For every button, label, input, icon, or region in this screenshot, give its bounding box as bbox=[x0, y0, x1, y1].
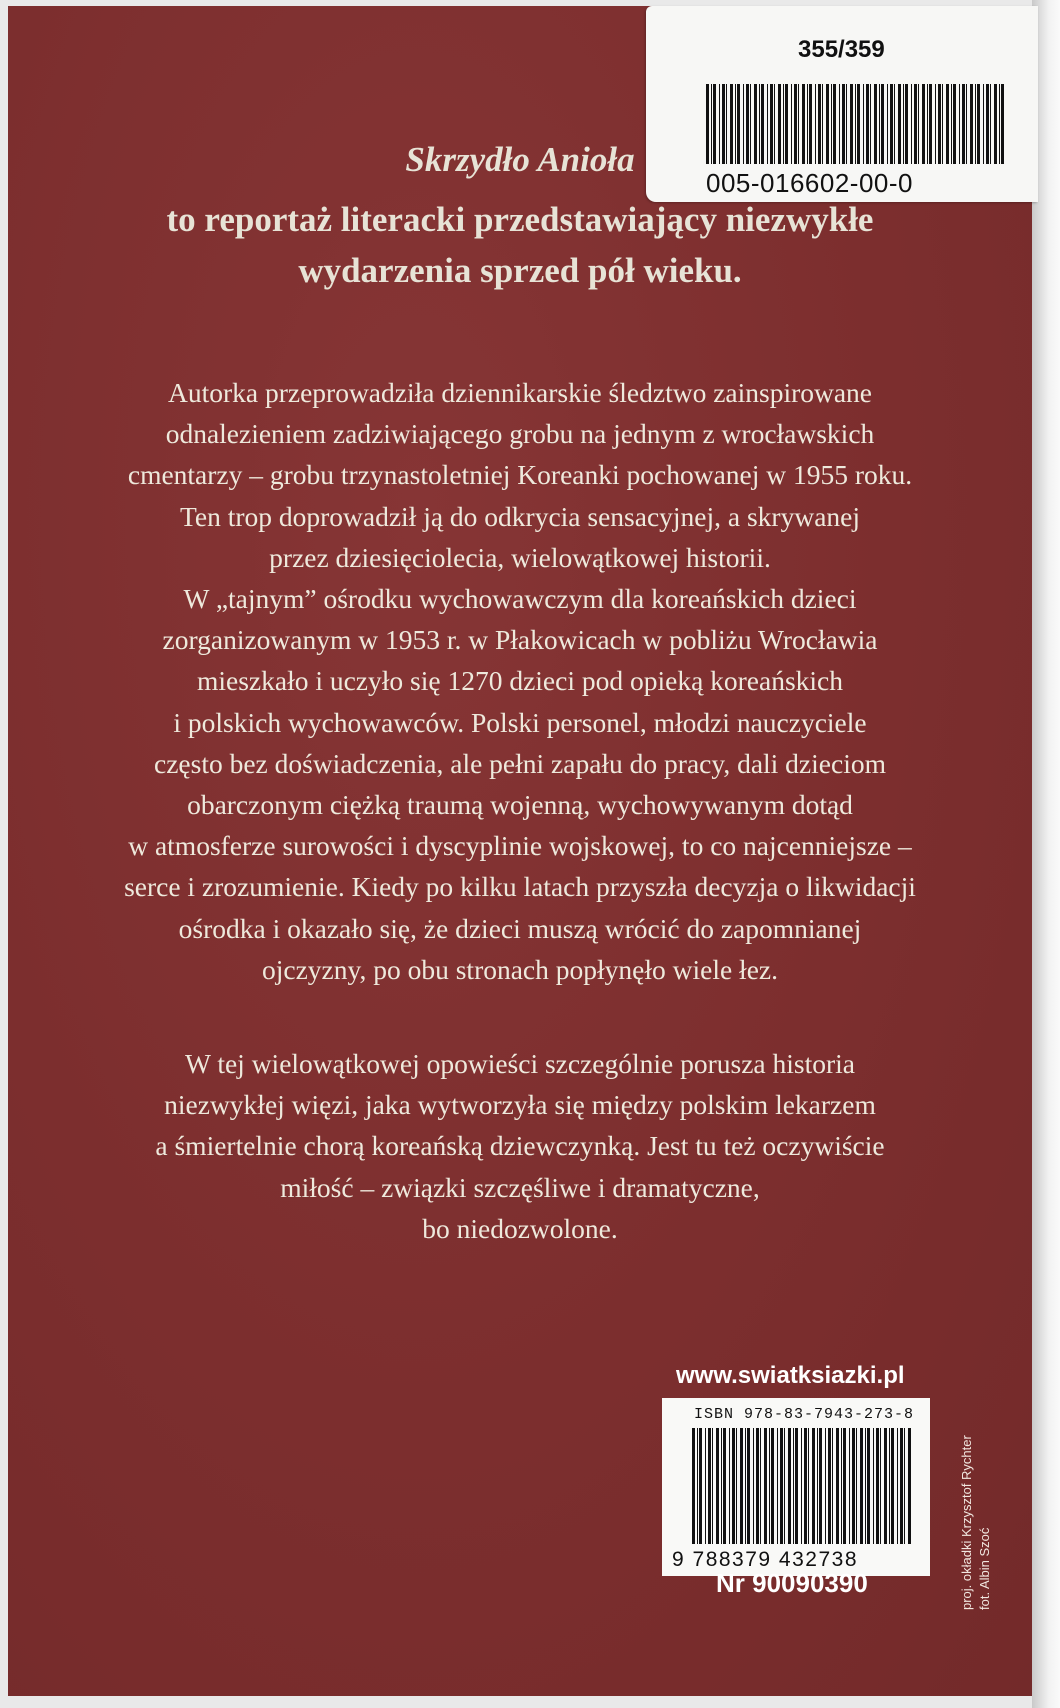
barcode-bar bbox=[977, 84, 980, 164]
isbn-number: ISBN 978-83-7943-273-8 bbox=[694, 1406, 915, 1423]
photo-credit: fot. Albin Szoć bbox=[977, 1527, 992, 1610]
barcode-bar bbox=[740, 1428, 743, 1544]
barcode-bar bbox=[777, 1428, 778, 1544]
barcode-bar bbox=[780, 1428, 783, 1544]
barcode-bar bbox=[747, 1428, 750, 1544]
barcode-bar bbox=[900, 1428, 903, 1544]
barcode-bar bbox=[970, 84, 973, 164]
barcode-bar bbox=[983, 84, 984, 164]
book-title: Skrzydło Anioła bbox=[405, 140, 635, 179]
text-line: Ten trop doprowadził ją do odkrycia sensacyjnej, a skrywanej bbox=[179, 500, 860, 532]
barcode-bar bbox=[860, 1428, 863, 1544]
barcode-bar bbox=[708, 1428, 711, 1544]
barcode-bar bbox=[832, 1428, 833, 1544]
barcode-bar bbox=[745, 1428, 746, 1544]
barcode-bar bbox=[771, 1428, 774, 1544]
tagline-line-3: wydarzenia sprzed pół wieku. bbox=[298, 251, 742, 290]
text-line: często bez doświadczenia, ale pełni zapału do pracy, dali dzieciom bbox=[154, 747, 886, 779]
barcode-bar bbox=[884, 1428, 887, 1544]
barcode-bar bbox=[841, 1428, 842, 1544]
text-line: miłość – związki szczęśliwe i dramatyczne, bbox=[280, 1171, 760, 1203]
barcode-bar bbox=[736, 1428, 737, 1544]
text-line: i polskich wychowawców. Polski personel, młodzi nauczyciele bbox=[173, 706, 867, 738]
text-line: cmentarzy – grobu trzynastoletniej Koreanki pochowanej w 1955 roku. bbox=[127, 459, 913, 491]
isbn-barcode-box bbox=[662, 1398, 930, 1576]
text-line: obarczonym ciężką traumą wojenną, wychowywanym dotąd bbox=[187, 789, 853, 821]
barcode-bar bbox=[697, 1428, 698, 1544]
text-line: mieszkało i uczyło się 1270 dzieci pod opieką koreańskich bbox=[196, 665, 844, 697]
barcode-bar bbox=[865, 1428, 866, 1544]
barcode-bar bbox=[732, 1428, 735, 1544]
barcode-bar bbox=[784, 1428, 785, 1544]
text-line: a śmiertelnie chorą koreańską dziewczynką. Jest tu też oczywiście bbox=[155, 1130, 885, 1162]
cover-credits bbox=[958, 1435, 994, 1610]
tagline-line-2: to reportaż literacki przedstawiający niezwykłe bbox=[166, 200, 874, 239]
text-line: Autorka przeprowadziła dziennikarskie śledztwo zainspirowane bbox=[167, 377, 873, 408]
barcode-bar bbox=[880, 1428, 881, 1544]
text-line: zorganizowanym w 1953 r. w Płakowicach w pobliżu Wrocławia bbox=[162, 624, 878, 656]
barcode-bar bbox=[843, 1428, 846, 1544]
barcode-bar bbox=[889, 1428, 890, 1544]
scan-edge bbox=[1032, 0, 1060, 1708]
barcode-bar bbox=[692, 1428, 695, 1544]
barcode-bar bbox=[897, 1428, 898, 1544]
barcode-bar bbox=[712, 1428, 713, 1544]
barcode-bar bbox=[769, 1428, 770, 1544]
barcode-bar bbox=[867, 1428, 870, 1544]
barcode-bar bbox=[999, 84, 1000, 164]
isbn-barcode bbox=[692, 1428, 912, 1544]
publisher-website: www.swiatksiazki.pl bbox=[676, 1362, 905, 1389]
text-line: ojczyzny, po obu stronach popłynęło wiele łez. bbox=[262, 953, 778, 985]
barcode-bar bbox=[812, 1428, 815, 1544]
barcode-bar bbox=[825, 1428, 826, 1544]
text-line: ośrodka i okazało się, że dzieci muszą wrócić do zapomnianej bbox=[178, 912, 862, 944]
sticker-number: 005-016602-00-0 bbox=[706, 168, 913, 198]
barcode-bar bbox=[990, 84, 991, 164]
barcode-bar bbox=[966, 84, 967, 164]
barcode-bar bbox=[828, 1428, 831, 1544]
barcode-bar bbox=[723, 1428, 726, 1544]
barcode-bar bbox=[819, 1428, 822, 1544]
text-line: niezwykłej więzi, jaka wytworzyła się między polskim lekarzem bbox=[164, 1089, 876, 1121]
barcode-bar bbox=[764, 1428, 767, 1544]
barcode-bar bbox=[962, 84, 965, 164]
barcode-bar bbox=[856, 1428, 857, 1544]
barcode-bar bbox=[756, 1428, 759, 1544]
barcode-bar bbox=[836, 1428, 839, 1544]
barcode-bar bbox=[801, 1428, 802, 1544]
barcode-bar bbox=[795, 1428, 798, 1544]
text-line: W „tajnym” ośrodku wychowawczym dla koreańskich dzieci bbox=[183, 583, 857, 615]
text-line: odnalezieniem zadziwiającego grobu na jednym z wrocławskich bbox=[165, 418, 875, 450]
barcode-bar bbox=[753, 1428, 754, 1544]
barcode-bar bbox=[705, 1428, 706, 1544]
barcode-bar bbox=[873, 1428, 874, 1544]
barcode-bar bbox=[804, 1428, 807, 1544]
barcode-bar bbox=[1001, 84, 1004, 164]
text-line: w atmosferze surowości i dyscyplinie wojskowej, to co najcenniejsze – bbox=[128, 830, 912, 862]
barcode-bar bbox=[849, 1428, 850, 1544]
barcode-bar bbox=[793, 1428, 794, 1544]
ean-digits: 9 788379 432738 bbox=[672, 1548, 858, 1571]
barcode-bar bbox=[788, 1428, 791, 1544]
text-line: W tej wielowątkowej opowieści szczególnie porusza historia bbox=[185, 1048, 855, 1079]
tagline-line-1 bbox=[80, 134, 960, 185]
design-credit: proj. okładki Krzysztof Rychter bbox=[959, 1435, 974, 1610]
barcode-bar bbox=[808, 1428, 809, 1544]
barcode-bar bbox=[908, 1428, 911, 1544]
text-line: przez dziesięciolecia, wielowątkowej historii. bbox=[269, 541, 771, 573]
barcode-bar bbox=[994, 84, 997, 164]
barcode-bar bbox=[699, 1428, 702, 1544]
barcode-bar bbox=[975, 84, 976, 164]
barcode-bar bbox=[729, 1428, 730, 1544]
barcode-bar bbox=[852, 1428, 855, 1544]
barcode-bar bbox=[876, 1428, 879, 1544]
barcode-bar bbox=[721, 1428, 722, 1544]
description-paragraph-2 bbox=[70, 1043, 970, 1249]
barcode-bar bbox=[716, 1428, 719, 1544]
barcode-bar bbox=[904, 1428, 905, 1544]
barcode-bar bbox=[760, 1428, 761, 1544]
catalog-number: Nr 90090390 bbox=[716, 1568, 868, 1598]
barcode-bar bbox=[986, 84, 989, 164]
barcode-bar bbox=[891, 1428, 894, 1544]
sticker-code: 355/359 bbox=[798, 36, 885, 63]
barcode-bar bbox=[817, 1428, 818, 1544]
description-paragraph-1 bbox=[70, 372, 970, 990]
text-line: serce i zrozumienie. Kiedy po kilku latach przyszła decyzja o likwidacji bbox=[124, 871, 916, 903]
text-line: bo niedozwolone. bbox=[422, 1212, 618, 1244]
